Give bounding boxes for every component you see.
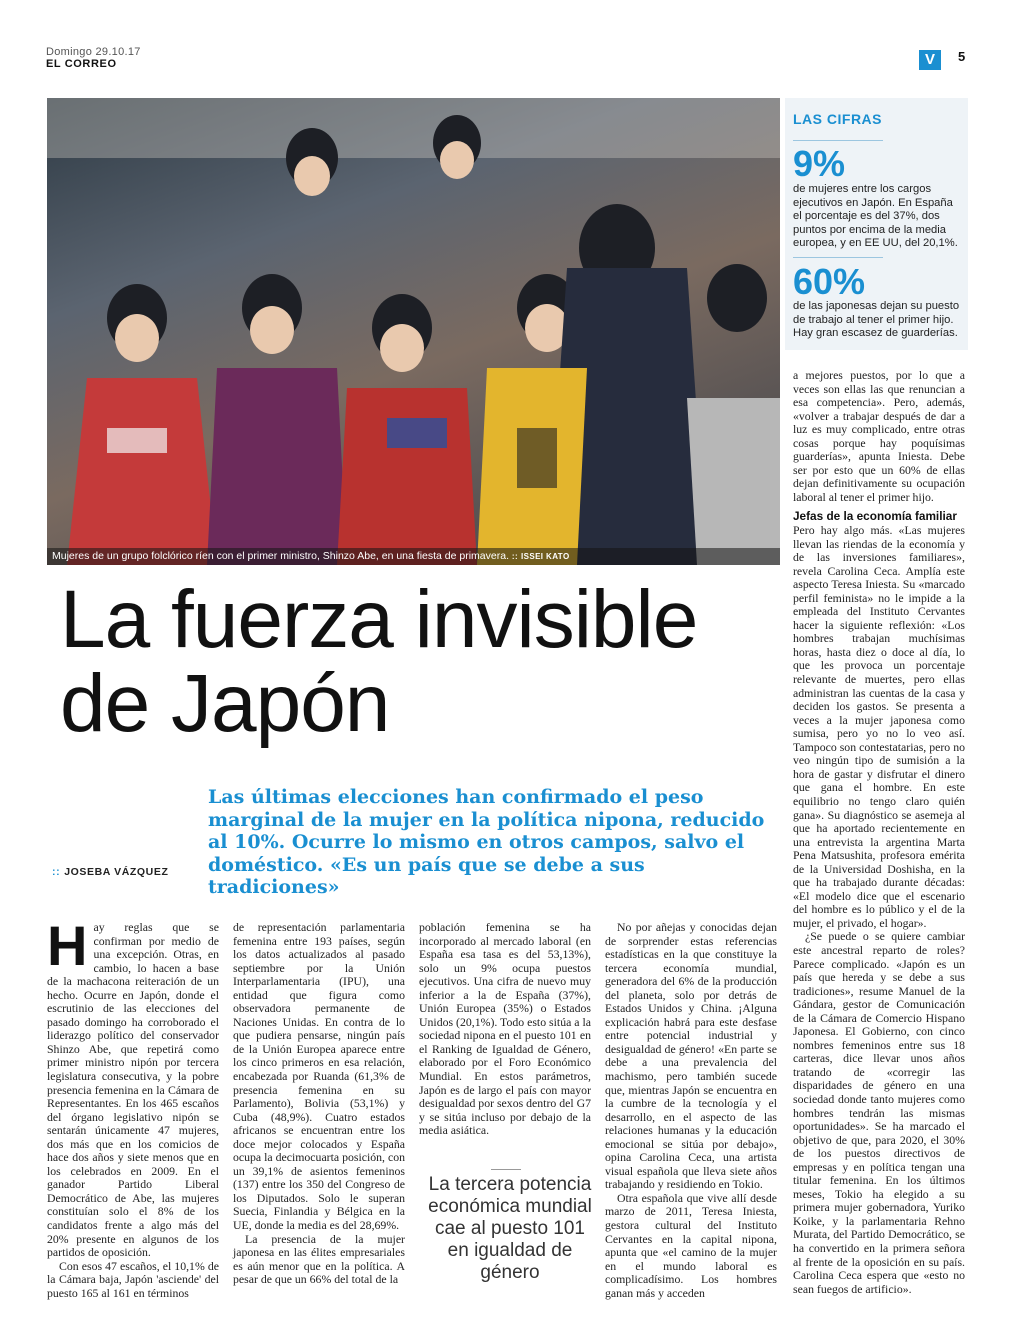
body-column-5 xyxy=(793,369,965,1296)
body-column-4 xyxy=(605,921,777,1300)
photo-credit: ISSEI KATO xyxy=(520,552,570,561)
body-paragraph: población femenina se ha incorporado al mercado laboral (en España esa tasa es del 53,13%), solo un 9% ocupa puestos ejecutivos. Una cifra de nuevo muy inferior a la de España (37%), Unión Europea (35%) o Estados Unidos (20,1%). Todo esto sitúa a la sociedad nipona en el puesto 101 en el Ranking de Igualdad de Género, elaborado por el Foro Económico Mundial. En estos parámetros, Japón es de largo el país con mayor desigualdad por sexos dentro del G7 y se sitúa incluso por debajo de la media asiática. xyxy=(419,920,591,1138)
headline xyxy=(60,574,698,749)
lead-paragraph: Las últimas elecciones han confirmado el peso marginal de la mujer en la política nipona, reducido al 10%. Ocurre lo mismo en otros campos, salvo el doméstico. «Es un país que se debe a sus tradiciones» xyxy=(208,786,765,898)
body-paragraph: ¿Se puede o se quiere cambiar este ancestral reparto de roles? Parece complicado. «Japón es un país que hereda y se debe a sus tradiciones», resume Manuel de la Gándara, gestor de Comunicación de la Cámara de Comercio Hispano Japonesa. El Gobierno, con cinco nombres femeninos entre sus 18 carteras, dice llevar unos años tratando de «corregir las disparidades de género en una sociedad donde tanto mujeres como hombres tendrán las mismas oportunidades». Se ha marcado el objetivo de que, para 2020, el 30% de los puestos directivos de empresas y en política tengan una titular femenina. En los últimos meses, Tokio ha elegido a su primera mujer gobernadora, Yuriko Koike, y la parlamentaria Rehno Murata, del Partido Democrático, se ha convertido en la primera señora al frente de la oposición en su país. Carolina Ceca espera que «esto no sean fuegos de artificio». xyxy=(793,929,965,1296)
issue-date: Domingo 29.10.17 xyxy=(46,46,141,58)
body-column-2 xyxy=(233,921,405,1287)
headline-line: de Japón xyxy=(60,658,390,749)
sidebar-divider xyxy=(793,140,883,141)
section-logo-icon: V xyxy=(919,50,941,70)
headline-line: La fuerza invisible xyxy=(60,574,698,665)
byline xyxy=(52,866,168,878)
figure-value: 60% xyxy=(793,261,866,302)
photo-illustration xyxy=(47,98,780,565)
subheading: Jefas de la economía familiar xyxy=(793,509,957,524)
figure-value: 9% xyxy=(793,143,846,184)
body-paragraph: Con esos 47 escaños, el 10,1% de la Cámara baja, Japón 'asciende' del puesto 165 al 161 en términos xyxy=(47,1258,219,1300)
body-paragraph: Otra española que vive allí desde marzo de 2011, Teresa Iniesta, gestora cultural del Instituto Cervantes en la capital nipona, apunta que «el camino de la mujer en el mundo laboral es complicadísimo. Los hombres ganan más y acceden xyxy=(605,1190,777,1300)
figure-text: de mujeres entre los cargos ejecutivos en Japón. En España el porcentaje es del 37%, dos puntos por encima de la media europea, y en EE UU, del 20,1%. xyxy=(793,183,958,250)
body-paragraph: de representación parlamentaria femenina entre 193 países, según los datos actualizados al pasado septiembre por la Unión Interparlamentaria (IPU), una entidad que figura como observadora permanente de Naciones Unidas. En contra de lo que pudiera pensarse, ningún país de la Unión Europea aparece entre los cinco primeros en esa relación, encabezada por Ruanda (61,3% de presencia femenina en su Parlamento), Bolivia (53,1%) y Cuba (48,9%). Cuatro estados africanos se encuentran entre los doce mejor colocados y España ocupa la decimocuarta posición, con un 39,1% de asientos femeninos (137) entre los 350 del Congreso de los Diputados. Solo le superan Suecia, Finlandia y Bélgica en la UE, donde la media es del 28,69%. xyxy=(233,920,405,1233)
body-paragraph: La presencia de la mujer japonesa en las élites empresariales es aún menor que en la política. A pesar de que un 66% del total de la xyxy=(233,1231,405,1287)
body-paragraph: a mejores puestos, por lo que a veces son ellas las que renuncian a esa competencia». Pero, además, «volver a trabajar después de dar a luz es muy complicado, entre otras cosas porque hay poquísimas guarderías», apunta Iniesta. Debe ser por esto que un 60% de ellas dejan definitivamente su ocupación laboral al tener el primer hijo. xyxy=(793,368,965,504)
news-photo xyxy=(47,98,780,565)
sidebar-title: LAS CIFRAS xyxy=(793,111,882,127)
pull-quote-rule xyxy=(491,1169,521,1170)
byline-marker: :: xyxy=(52,866,61,878)
credit-marker: :: xyxy=(511,552,519,561)
photo-caption xyxy=(52,550,570,562)
author-name: JOSEBA VÁZQUEZ xyxy=(64,866,169,878)
publication-name: EL CORREO xyxy=(46,58,117,70)
figure-text: de las japonesas dejan su puesto de trabajo al tener el primer hijo. Hay gran escasez de guarderías. xyxy=(793,300,960,340)
body-paragraph: No por añejas y conocidas dejan de sorprender estas referencias estadísticas en la que constituye la tercera economía mundial, generadora del 6% de la producción del planeta, solo por detrás de Estados Unidos y China. ¡Alguna explicación habrá para este desfase entre potencial industrial y desigualdad de género! «En parte se debe a una prevalencia del machismo, pero también sucede que, mientras Japón se encuentra en la cumbre de la tecnología y el desarrollo, en el aspecto de las relaciones humanas y la educación emocional se sitúa por debajo», opina Carolina Ceca, una artista visual española que lleva siete años trabajando y residiendo en Tokio. xyxy=(605,920,777,1192)
page-number: 5 xyxy=(958,49,966,64)
sidebar-divider xyxy=(793,257,883,258)
drop-cap: H xyxy=(47,914,88,977)
pull-quote: La tercera potencia económica mundial cae al puesto 101 en igualdad de género xyxy=(428,1174,592,1283)
caption-text: Mujeres de un grupo folclórico ríen con el primer ministro, Shinzo Abe, en una fiesta de primavera. xyxy=(52,550,509,562)
body-column-1 xyxy=(47,914,219,1300)
body-column-3 xyxy=(419,921,591,1138)
body-paragraph: Pero hay algo más. «Las mujeres llevan las riendas de la economía y de las inversiones familiares», revela Carolina Ceca. Amplía este aspecto Teresa Iniesta. Su «marcado perfil feminista» no le impide a la empleada del Instituto Cervantes hacer la siguiente reflexión: «Los hombres trabajan muchísimas horas, hasta diez o doce al día, lo que les provoca un porcentaje relevante de muertes, pero ellas administran las cuentas de la casa y deciden los gastos. Se presenta a veces a la mujer japonesa como sumisa, pero yo no lo veo así. Tampoco son contestatarias, pero no veo ningún tipo de sumisión a la hora de gastar y disfrutar el dinero que gana el hombre. En este equilibrio no tengo claro quién gana». Su diagnóstico se asemeja al que ha aportado recientemente en una entrevista la argentina Marta Pena Matsushita, profesora emérita de la Universidad Doshisha, en la que ha trabajado durante décadas: «El modelo dice que el escenario del hombre es lo público y el de la mujer, el privado, el hogar». xyxy=(793,523,965,930)
body-paragraph: ay reglas que se confirman por medio de una excepción. Otras, en cambio, lo hacen a base de la machacona reiteración de un hecho. Ocurre en Japón, donde el escrutinio de las elecciones del pasado domingo ha corroborado el liderazgo político del conservador Shinzo Abe, que repetirá como primer ministro nipón por tercera legislatura consecutiva, y la pobre presencia femenina en la Cámara de Representantes. En los 465 escaños del órgano legislativo nipón se sentarán únicamente 47 mujeres, dos más que en los comicios de hace dos años y siete menos que en los celebrados en 2009. En el ganador Partido Liberal Democrático de Abe, las mujeres constituían solo el 8% de los candidatos frente a algo más del 20% presente en algunos de los partidos de oposición. xyxy=(47,920,219,1260)
